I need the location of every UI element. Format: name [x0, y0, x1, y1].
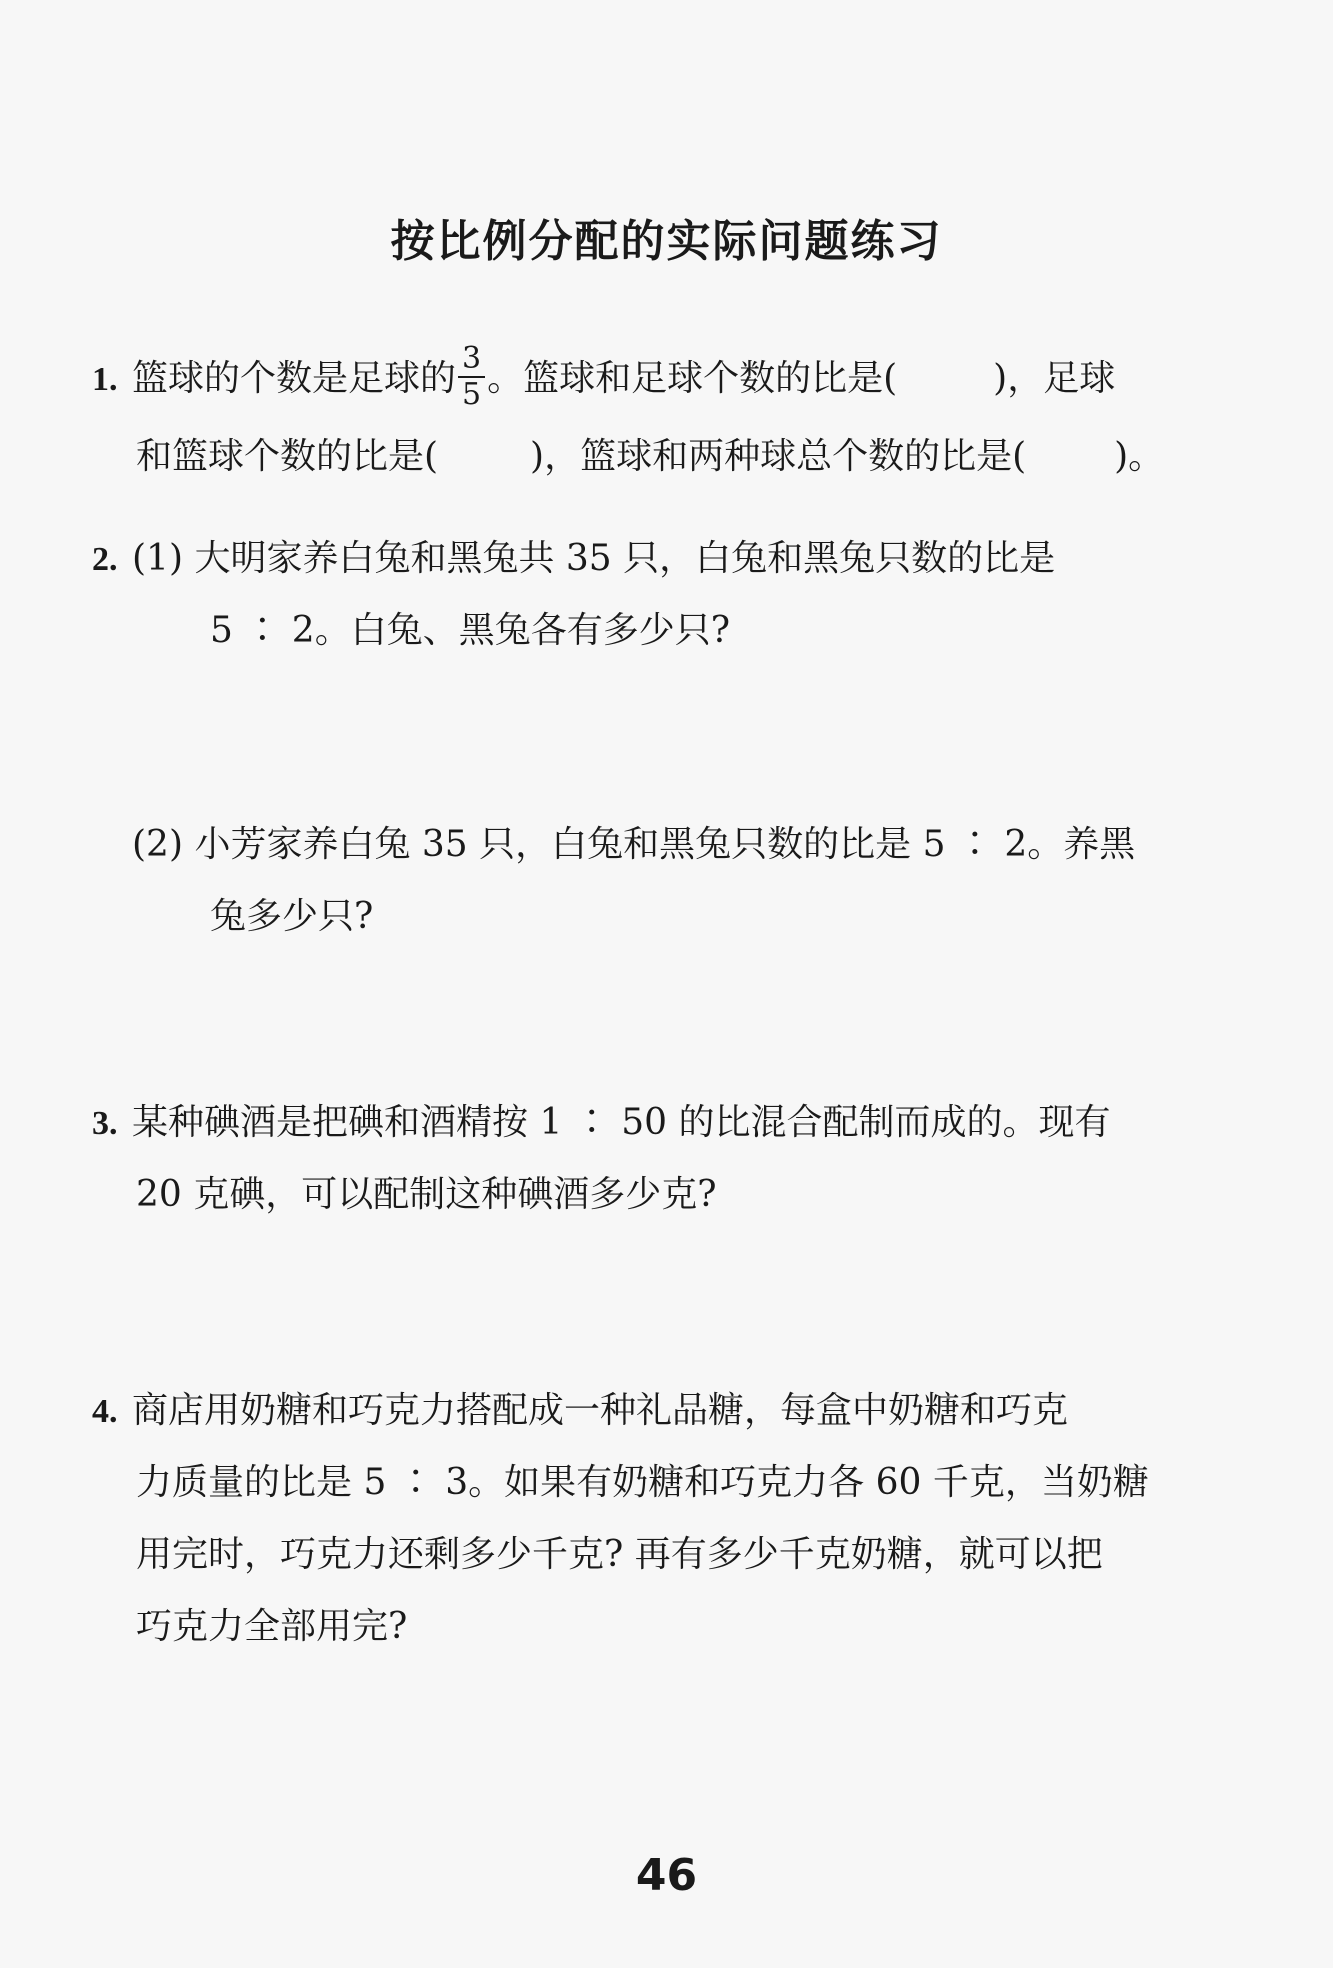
question-1-text-a: 篮球的个数是足球的: [132, 358, 457, 399]
question-4-line-4: [136, 1602, 407, 1652]
question-4-text-3: 用完时，巧克力还剩多少千克? 再有多少千克奶糖，就可以把: [136, 1534, 1103, 1575]
question-1-text-e: )，篮球和两种球总个数的比是(: [530, 436, 1027, 477]
question-2-part-1-text: (1) 大明家养白兔和黑兔共 35 只，白兔和黑兔只数的比是: [132, 538, 1056, 579]
question-3-text: 某种碘酒是把碘和酒精按 1 ∶ 50 的比混合配制而成的。现有: [132, 1102, 1111, 1143]
question-2-part-2-text: (2) 小芳家养白兔 35 只，白兔和黑兔只数的比是 5 ∶ 2。养黑: [132, 824, 1136, 865]
question-2-part-2-line-1: [132, 820, 1135, 870]
fraction-numerator: 3: [458, 342, 485, 378]
page-title: 按比例分配的实际问题练习: [390, 216, 943, 267]
question-2-part-1-line-1: [92, 534, 1055, 585]
question-2-part-1-line-2: [210, 606, 730, 656]
page-number: 46: [635, 1850, 698, 1901]
question-4-text-4: 巧克力全部用完?: [136, 1606, 408, 1647]
fraction-denominator: 5: [462, 377, 482, 412]
question-1-number: 1.: [92, 361, 118, 398]
question-2-part-2-line-2: [210, 892, 373, 942]
question-2-part-2-text-2: 兔多少只?: [210, 896, 374, 937]
fraction-three-fifths: [458, 342, 485, 412]
question-4-line-1: [92, 1386, 1068, 1437]
question-1-text-c: )，足球: [993, 358, 1116, 399]
question-1-text-f: )。: [1114, 436, 1165, 477]
question-1-text-d: 和篮球个数的比是(: [136, 436, 439, 477]
question-4-number: 4.: [92, 1393, 118, 1430]
question-3-line-1: [92, 1098, 1111, 1149]
question-4-line-2: [136, 1458, 1149, 1508]
question-3-line-2: [136, 1170, 717, 1220]
question-4-line-3: [136, 1530, 1103, 1580]
question-1-line-1: [92, 341, 1116, 416]
question-1-text-b: 。篮球和足球个数的比是(: [487, 358, 898, 399]
question-4-text-2: 力质量的比是 5 ∶ 3。如果有奶糖和巧克力各 60 千克，当奶糖: [136, 1462, 1149, 1503]
question-2-number: 2.: [92, 541, 118, 578]
question-3-number: 3.: [92, 1105, 118, 1142]
question-3-text-2: 20 克碘，可以配制这种碘酒多少克?: [136, 1174, 717, 1215]
question-2-part-1-text-2: 5 ∶ 2。白兔、黑兔各有多少只?: [210, 610, 730, 651]
question-4-text: 商店用奶糖和巧克力搭配成一种礼品糖，每盒中奶糖和巧克: [132, 1390, 1069, 1431]
question-1-line-2: [136, 432, 1164, 482]
